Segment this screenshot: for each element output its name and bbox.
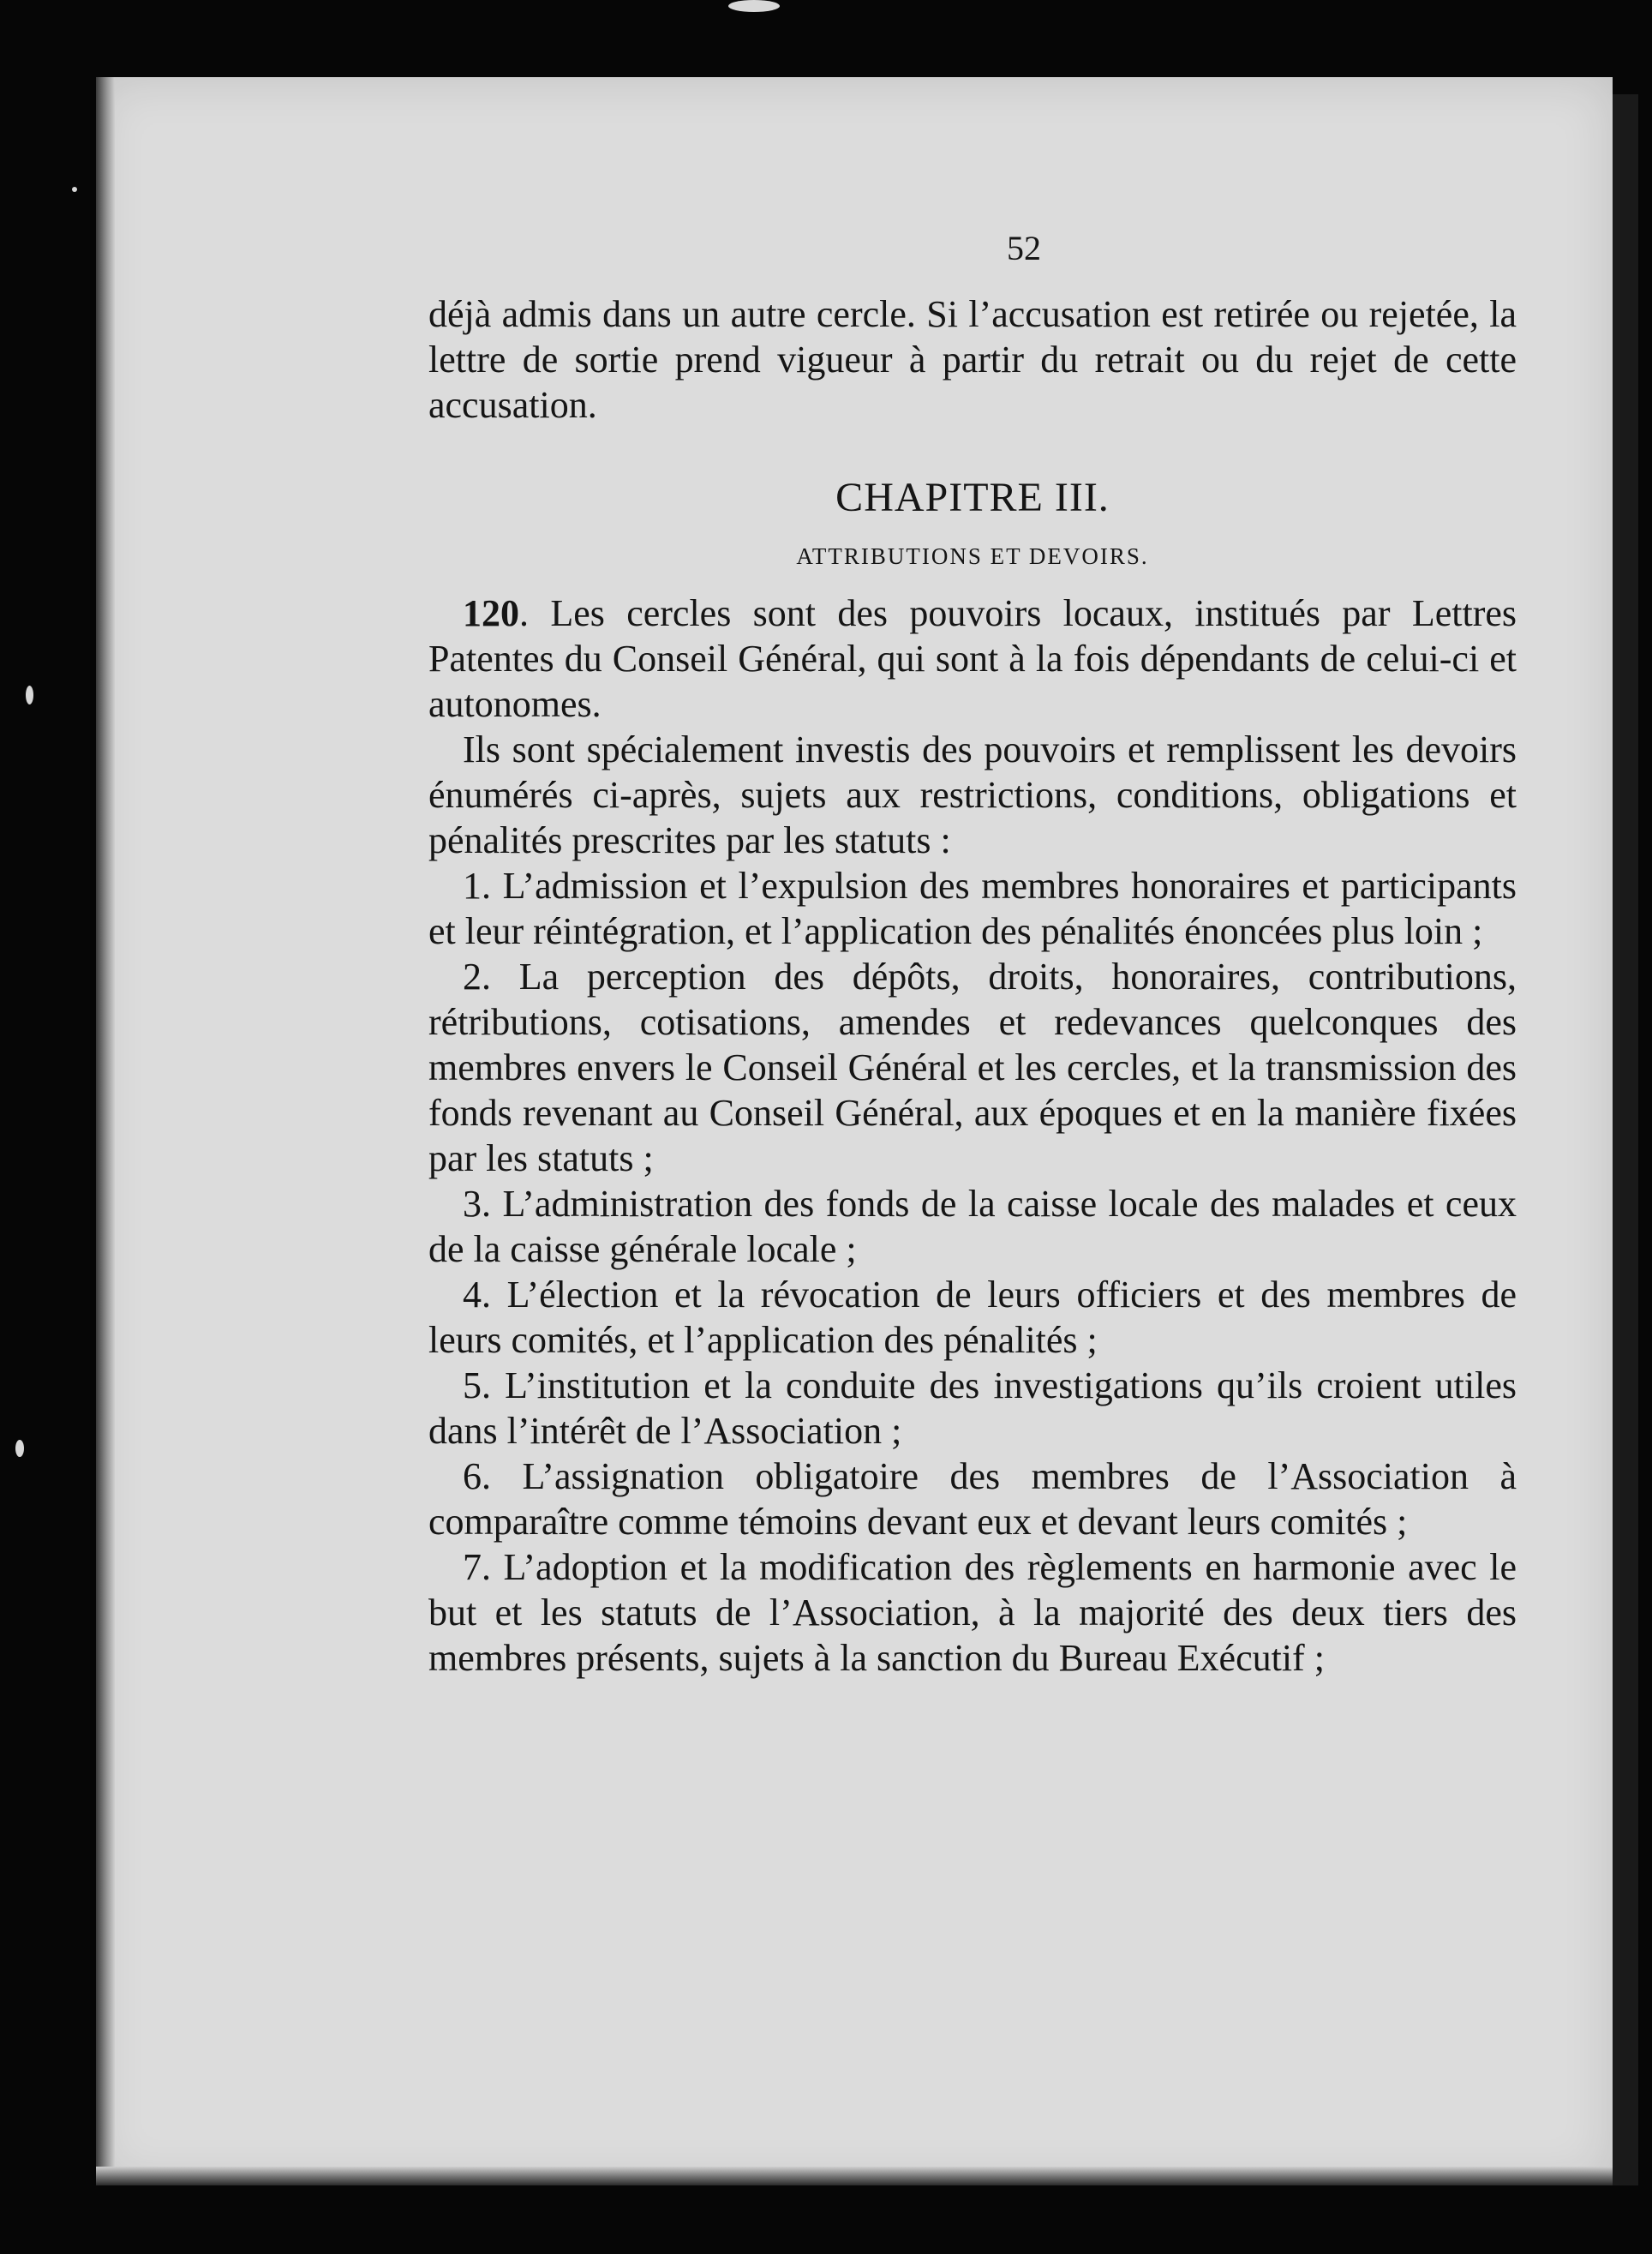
page-bottom-edge: [96, 2167, 1613, 2185]
section-title: ATTRIBUTIONS ET DEVOIRS.: [796, 543, 1149, 569]
scan-dust-speck: [26, 686, 33, 704]
list-item: 6. L’assignation obligatoire des membres de l’Association à comparaître comme témoins devant eux et devant leurs comités ;: [428, 1455, 1517, 1543]
list-item: 3. L’administration des fonds de la caisse locale des malades et ceux de la caisse générale locale ;: [428, 1183, 1517, 1270]
continuation-paragraph: déjà admis dans un autre cercle. Si l’accusation est retirée ou rejetée, la lettre de sortie prend vigueur à partir du retrait ou du rejet de cette accusation.: [428, 293, 1517, 426]
page-number: 52: [1007, 229, 1041, 267]
page-left-edge: [96, 77, 115, 2185]
list-item: 7. L’adoption et la modification des règlements en harmonie avec le but et les statuts de l’Association, à la majorité des deux tiers des membres présents, sujets à la sanction du Bureau Exécutif ;: [428, 1546, 1517, 1679]
scan-dust-speck: [728, 0, 780, 12]
article-first-paragraph: . Les cercles sont des pouvoirs locaux, institués par Lettres Patentes du Conseil Général, qui sont à la fois dépendants de celui-ci et autonomes.: [428, 592, 1517, 725]
article-number: 120: [463, 592, 519, 634]
list-item: 2. La perception des dépôts, droits, honoraires, contributions, rétributions, cotisations, amendes et redevances quelconques des membres envers le Conseil Général et les cercles, et la transmission des fonds revenant au Conseil Général, aux époques et en la manière fixées par les statuts ;: [428, 956, 1517, 1179]
list-item: 1. L’admission et l’expulsion des membres honoraires et participants et leur réintégration, et l’application des pénalités énoncées plus loin ;: [428, 865, 1517, 952]
scan-dust-speck: [15, 1440, 24, 1457]
chapter-title: CHAPITRE III.: [835, 475, 1110, 520]
list-item: 5. L’institution et la conduite des investigations qu’ils croient utiles dans l’intérêt de l’Association ;: [428, 1364, 1517, 1452]
scan-dust-speck: [72, 187, 77, 192]
page-text: [428, 223, 1517, 1681]
article-paragraph: [428, 590, 1517, 727]
list-item: 4. L’élection et la révocation de leurs officiers et des membres de leurs comités, et l’application des pénalités ;: [428, 1274, 1517, 1361]
article-second-paragraph: Ils sont spécialement investis des pouvoirs et remplissent les devoirs énumérés ci-après, sujets aux restrictions, conditions, obligations et pénalités prescrites par les statuts :: [428, 728, 1517, 861]
facing-page-edge: [1613, 94, 1638, 2185]
